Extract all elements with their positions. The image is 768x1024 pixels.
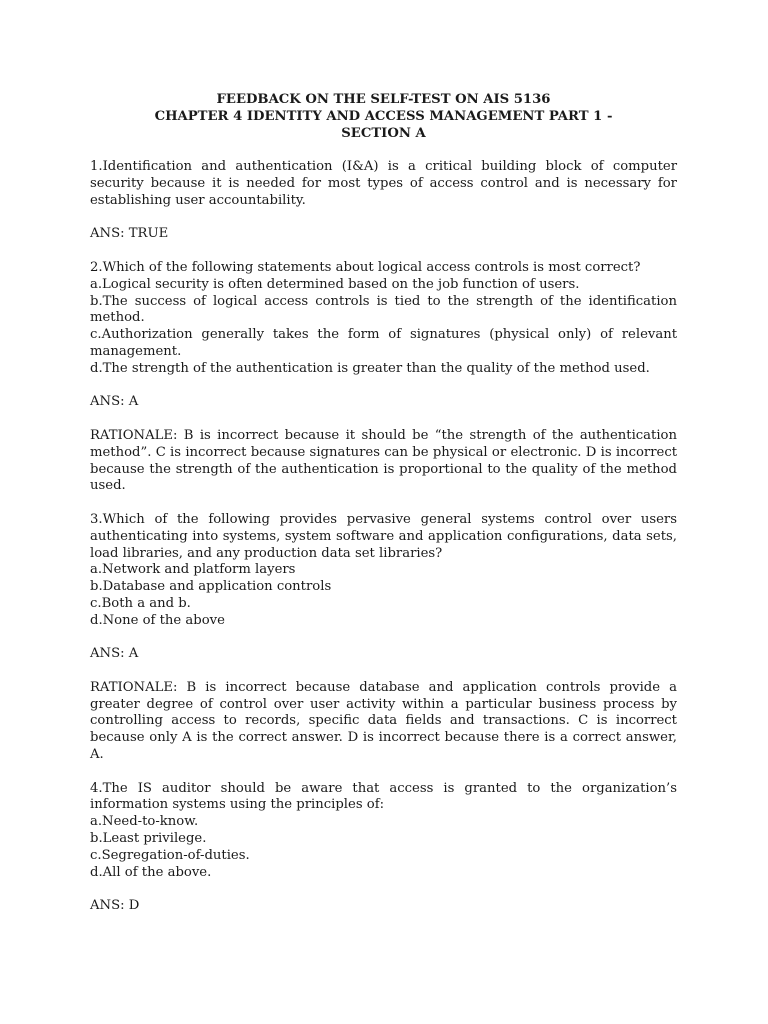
question-3-option-d: d.None of the above (90, 612, 225, 628)
question-3-option-c: c.Both a and b. (90, 595, 191, 611)
question-4-text: 4.The IS auditor should be aware that access is granted to the organization’s information systems using the principles of: (90, 780, 677, 813)
question-3-option-a: a.Network and platform layers (90, 562, 296, 578)
question-4-option-b: b.Least privilege. (90, 831, 207, 847)
question-4-option-d: d.All of the above. (90, 864, 212, 880)
question-2-option-b: b.The success of logical access controls is tied to the strength of the identification method. (90, 293, 677, 326)
question-2-option-a: a.Logical security is often determined based on the job function of users. (90, 276, 580, 292)
question-1-answer: ANS: TRUE (90, 226, 169, 242)
question-4-answer: ANS: D (90, 898, 140, 914)
question-2-answer: ANS: A (90, 394, 139, 410)
question-2-option-d: d.The strength of the authentication is greater than the quality of the method used. (90, 360, 650, 376)
question-1-text: 1.Identification and authentication (I&A) is a critical building block of computer security because it is needed for most types of access control and is necessary for establishing user accountability. (90, 159, 677, 208)
question-4-option-c: c.Segregation-of-duties. (90, 847, 250, 863)
document-header (90, 92, 677, 142)
question-2 (90, 260, 677, 378)
question-2-rationale: RATIONALE: B is incorrect because it should be “the strength of the authentication method”. C is incorrect because signatures can be physical or electronic. D is incorrect because the strength of the authentication is proportional to the quality of the method used. (90, 427, 677, 494)
question-4 (90, 781, 677, 882)
question-2-option-c: c.Authorization generally takes the form of signatures (physical only) of relevant management. (90, 327, 677, 359)
question-3-option-b: b.Database and application controls (90, 579, 332, 595)
question-3-rationale: RATIONALE: B is incorrect because database and application controls provide a greater degree of control over user activity within a particular business process by controlling access to records, specific data fields and transactions. C is incorrect because only A is the correct answer. D is incorrect because there is a correct answer, A. (90, 679, 677, 763)
question-4-option-a: a.Need-to-know. (90, 814, 199, 830)
question-3-text: 3.Which of the following provides pervasive general systems control over users authenticating into systems, system software and application configurations, data sets, load libraries, and any production data set libraries? (90, 511, 677, 561)
header-section: SECTION A (341, 125, 426, 141)
question-3-answer: ANS: A (90, 646, 139, 662)
document-page (90, 92, 677, 915)
question-2-text: 2.Which of the following statements about logical access controls is most correct? (90, 259, 641, 275)
question-3 (90, 512, 677, 630)
header-chapter: CHAPTER 4 IDENTITY AND ACCESS MANAGEMENT PART 1 - (154, 108, 613, 124)
header-title: FEEDBACK ON THE SELF-TEST ON AIS 5136 (216, 92, 551, 107)
